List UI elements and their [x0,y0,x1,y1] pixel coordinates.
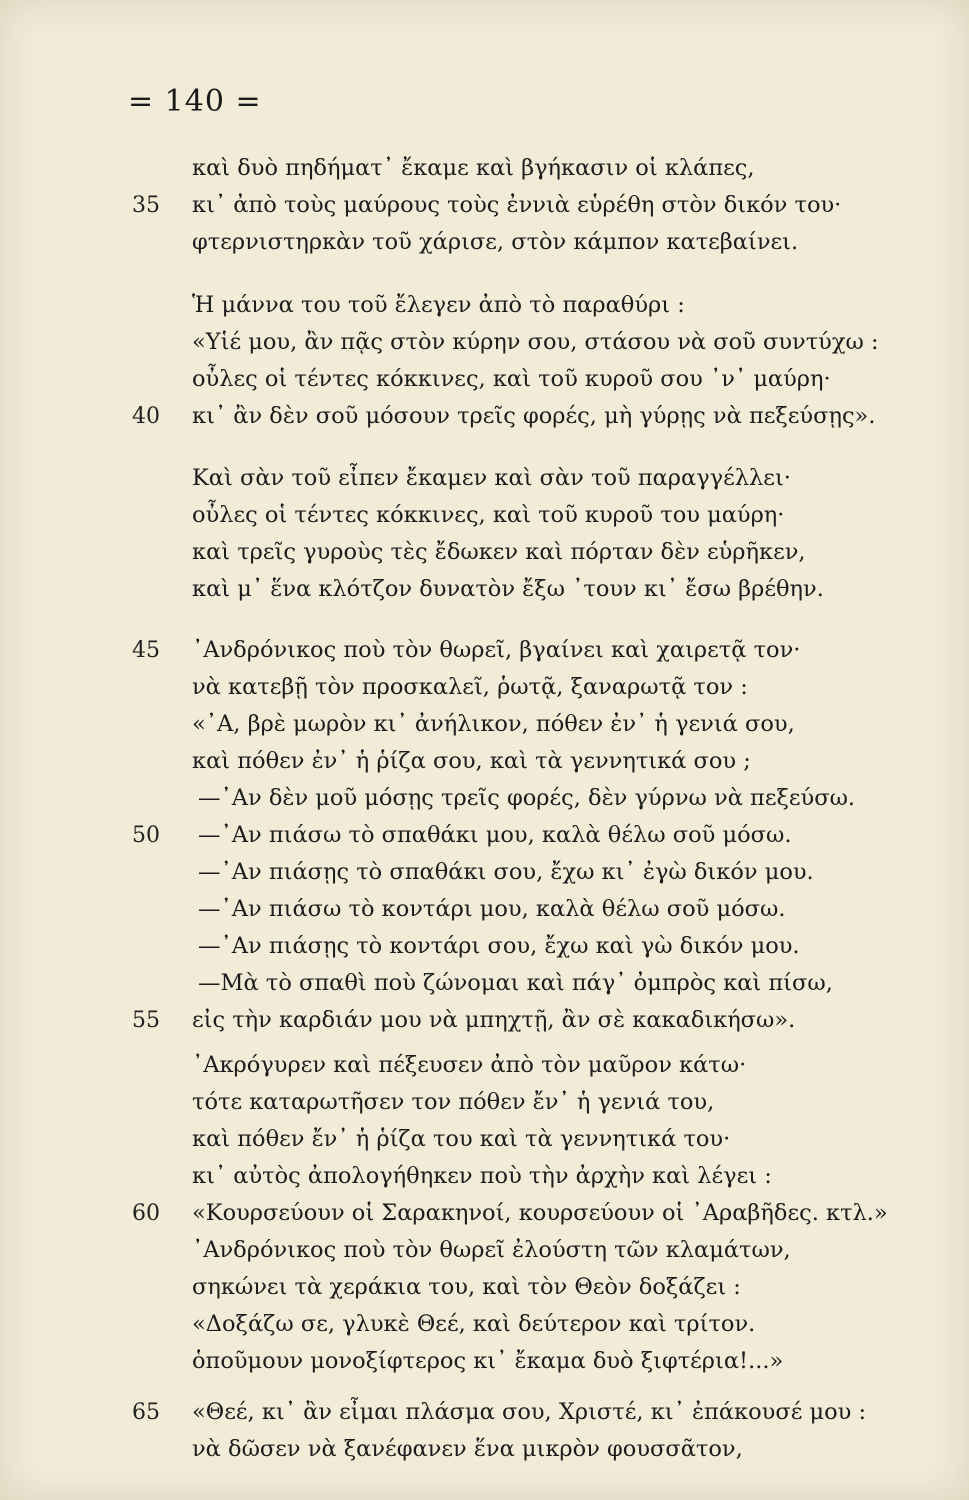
verse-line [0,706,969,743]
line-number: 55 [132,1008,160,1033]
stanza [0,632,969,1039]
verse-line [0,891,969,928]
verse-text: Ἡ μάννα του τοῦ ἔλεγεν ἀπὸ τὸ παραθύρι : [192,292,685,318]
verse-line [0,1306,969,1343]
stanza [0,1047,969,1380]
verse-text: οὖλες οἱ τέντες κόκκινες, καὶ τοῦ κυροῦ σου ᾽ν᾽ μαύρη· [192,366,831,392]
verse-line [0,187,969,224]
verse-text: «Θεέ, κι᾽ ἂν εἶμαι πλάσμα σου, Χριστέ, κι᾽ ἐπάκουσέ μου : [192,1399,867,1425]
verse-line [0,398,969,435]
line-number: 45 [132,638,160,663]
verse-text: οὖλες οἱ τέντες κόκκινες, καὶ τοῦ κυροῦ του μαύρη· [192,502,785,528]
verse-line [0,1343,969,1380]
verse-text: κι᾽ ἀπὸ τοὺς μαύρους τοὺς ἐννιὰ εὑρέθη στὸν δικόν του· [192,192,842,218]
verse-text: καὶ τρεῖς γυροὺς τὲς ἔδωκεν καὶ πόρταν δὲν εὑρῆκεν, [192,539,806,565]
verse-line [0,497,969,534]
stanza [0,150,969,261]
verse-line [0,287,969,324]
verse-line [0,1002,969,1039]
verse-line [0,817,969,854]
verse-line [0,460,969,497]
verse-line [0,928,969,965]
verse-text: ᾽Ανδρόνικος ποὺ τὸν θωρεῖ ἐλούστη τῶν κλαμάτων, [192,1237,791,1263]
verse-line [0,854,969,891]
verse-line [0,224,969,261]
verse-text: κι᾽ αὐτὸς ἀπολογήθηκεν ποὺ τὴν ἀρχὴν καὶ λέγει : [192,1163,772,1189]
verse-line [0,1232,969,1269]
line-number: 35 [132,193,160,218]
verse-text: «Υἱέ μου, ἂν πᾷς στὸν κύρην σου, στάσου νὰ σοῦ συντύχω : [192,329,879,355]
verse-text: —᾽Αν πιάσω τὸ κοντάρι μου, καλὰ θέλω σοῦ μόσω. [198,896,786,922]
verse-line [0,780,969,817]
page-number-header: = 140 = [128,84,262,119]
verse-line [0,1431,969,1468]
verse-line [0,150,969,187]
verse-line [0,1084,969,1121]
verse-line [0,1195,969,1232]
verse-line [0,965,969,1002]
verse-text: καὶ μ᾽ ἕνα κλότζον δυνατὸν ἔξω ᾽τουν κι᾽ ἔσω βρέθην. [192,576,824,602]
verse-text: —᾽Αν δὲν μοῦ μόσῃς τρεῖς φορές, δὲν γύρνω νὰ πεξεύσω. [198,785,856,811]
verse-line [0,669,969,706]
verse-text: σηκώνει τὰ χεράκια του, καὶ τὸν Θεὸν δοξάζει : [192,1274,741,1300]
verse-text: καὶ πόθεν ἔν᾽ ἡ ῥίζα του καὶ τὰ γεννητικά του· [192,1126,731,1152]
verse-text: νὰ δῶσεν νὰ ξανέφανεν ἕνα μικρὸν φουσσᾶτον, [192,1436,743,1462]
verse-text: —᾽Αν πιάσῃς τὸ κοντάρι σου, ἔχω καὶ γὼ δικόν μου. [198,933,800,959]
verse-text: τότε καταρωτῆσεν τον πόθεν ἔν᾽ ἡ γενιά του, [192,1089,715,1115]
verse-line [0,571,969,608]
verse-line [0,1158,969,1195]
verse-line [0,1394,969,1431]
line-number: 50 [132,823,160,848]
verse-text: φτερνιστηρκὰν τοῦ χάρισε, στὸν κάμπον κατεβαίνει. [192,229,799,255]
verse-text: —᾽Αν πιάσω τὸ σπαθάκι μου, καλὰ θέλω σοῦ μόσω. [198,822,792,848]
verse-line [0,361,969,398]
verse-text: εἰς τὴν καρδιάν μου νὰ μπηχτῇ, ἂν σὲ κακαδικήσω». [192,1007,796,1033]
verse-line [0,1047,969,1084]
line-number: 60 [132,1201,160,1226]
verse-line [0,632,969,669]
verse-text: ὁποῦμουν μονοξίφτερος κι᾽ ἔκαμα δυὸ ξιφτέρια!...» [192,1348,784,1374]
stanza [0,460,969,608]
verse-text: νὰ κατεβῇ τὸν προσκαλεῖ, ῥωτᾷ, ξαναρωτᾷ τον : [192,674,748,700]
line-number: 65 [132,1400,160,1425]
verse-text: ᾽Ακρόγυρεν καὶ πέξευσεν ἀπὸ τὸν μαῦρον κάτω· [192,1052,747,1078]
verse-text: —᾽Αν πιάσῃς τὸ σπαθάκι σου, ἔχω κι᾽ ἐγὼ δικόν μου. [198,859,814,885]
verse-line [0,1269,969,1306]
verse-text: κι᾽ ἂν δὲν σοῦ μόσουν τρεῖς φορές, μὴ γύρῃς νὰ πεξεύσῃς». [192,403,876,429]
line-number: 40 [132,404,160,429]
verse-text: ᾽Ανδρόνικος ποὺ τὸν θωρεῖ, βγαίνει καὶ χαιρετᾷ τον· [192,637,801,663]
verse-line [0,1121,969,1158]
verse-text: —Μὰ τὸ σπαθὶ ποὺ ζώνομαι καὶ πάγ᾽ ὀμπρὸς καὶ πίσω, [198,970,833,996]
verse-line [0,324,969,361]
verse-text: «Κουρσεύουν οἱ Σαρακηνοί, κουρσεύουν οἱ ᾽Αραβῆδες. κτλ.» [192,1200,888,1226]
verse-text: καὶ πόθεν ἐν᾽ ἡ ῥίζα σου, καὶ τὰ γεννητικά σου ; [192,748,751,774]
stanza [0,287,969,435]
verse-line [0,534,969,571]
stanza [0,1394,969,1468]
verse-text: καὶ δυὸ πηδήματ᾽ ἔκαμε καὶ βγήκασιν οἱ κλάπες, [192,155,755,181]
verse-text: «Δοξάζω σε, γλυκὲ Θεέ, καὶ δεύτερον καὶ τρίτον. [192,1311,756,1337]
verse-line [0,743,969,780]
verse-text: «᾽Α, βρὲ μωρὸν κι᾽ ἀνήλικον, πόθεν ἐν᾽ ἡ γενιά σου, [192,711,795,737]
verse-text: Καὶ σὰν τοῦ εἶπεν ἔκαμεν καὶ σὰν τοῦ παραγγέλλει· [192,465,791,491]
